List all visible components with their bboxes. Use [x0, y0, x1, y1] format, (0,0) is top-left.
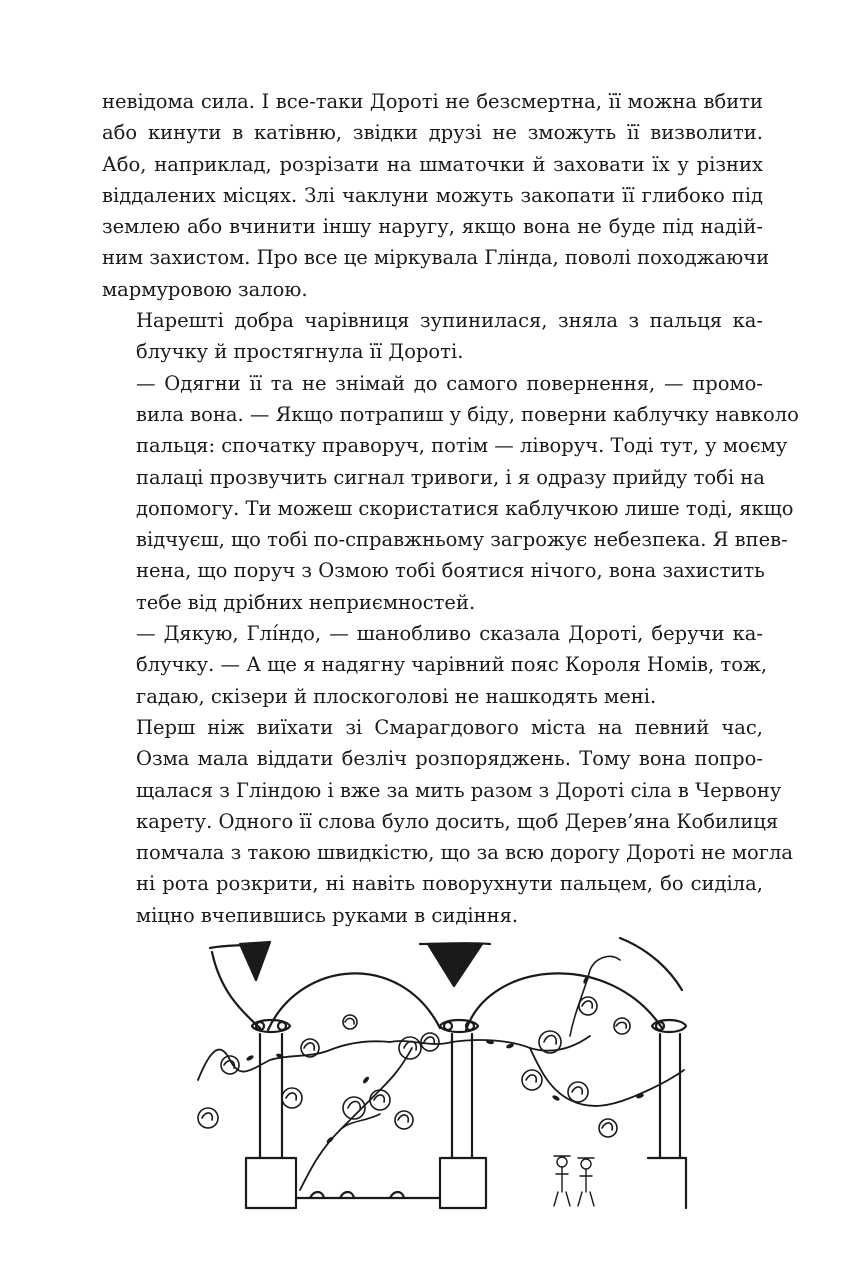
text-line: ним захистом. Про все це міркувала Глінда, поволі походжаючи [102, 246, 770, 270]
text-line: віддалених місцях. Злі чаклуни можуть закопати її глибоко під [102, 183, 763, 207]
text-line: Нарешті добра чарівниця зупинилася, зняла з пальця ка- [136, 309, 763, 333]
text-line: щалася з Гліндою і вже за мить разом з Дороті сіла в Червону [136, 778, 782, 802]
text-line: Або, наприклад, розрізати на шматочки й заховати їх у різних [102, 152, 763, 176]
text-line: палаці прозвучить сигнал тривоги, і я одразу прийду тобі на [136, 465, 765, 489]
text-line: тебе від дрібних неприємностей. [136, 590, 476, 614]
text-line: блучку й простягнула її Дороті. [136, 340, 464, 364]
paragraph [102, 618, 768, 712]
text-line: пальця: спочатку праворуч, потім — ліворуч. Тоді тут, у моєму [136, 434, 788, 458]
paragraph [102, 712, 793, 931]
text-line: блучку. — А ще я надягну чарівний пояс Короля Номів, тож, [136, 653, 768, 677]
body-text [102, 86, 799, 931]
text-line: — Дякую, Глíндо, — шанобливо сказала Дороті, беручи ка- [136, 622, 763, 646]
arcade-rose-illustration [190, 930, 690, 1210]
paragraph [102, 305, 763, 368]
text-line: карету. Одного її слова було досить, щоб Дерев’яна Кобилиця [136, 809, 779, 833]
text-line: допомогу. Ти можеш скористатися каблучкою лише тоді, якщо [136, 496, 794, 520]
text-line: гадаю, скізери й плоскоголові не нашкодять мені. [136, 684, 657, 708]
text-line: вила вона. — Якщо потрапиш у біду, поверни каблучку навколо [136, 402, 799, 426]
text-line: Озма мала віддати безліч розпоряджень. Тому вона попро- [136, 747, 763, 771]
text-line: невідома сила. І все-таки Дороті не безсмертна, її можна вбити [102, 90, 763, 113]
text-line: ні рота розкрити, ні навіть поворухнути пальцем, бо сиділа, [136, 872, 763, 896]
paragraph [102, 86, 770, 305]
text-line: нена, що поруч з Озмою тобі боятися нічого, вона захистить [136, 559, 765, 583]
text-line: Перш ніж виїхати зі Смарагдового міста на певний час, [136, 715, 763, 739]
paragraph [102, 368, 799, 618]
text-line: міцно вчепившись руками в сидіння. [136, 903, 519, 927]
text-line: землею або вчинити іншу наругу, якщо вона не буде під надій- [102, 215, 763, 239]
text-line: помчала з такою швидкістю, що за всю дорогу Дороті не могла [136, 841, 793, 865]
text-line: або кинути в катівню, звідки друзі не зможуть її визволити. [102, 121, 763, 145]
text-line: відчуєш, що тобі по-справжньому загрожує небезпека. Я впев- [136, 528, 788, 552]
text-line: — Одягни її та не знімай до самого повернення, — промо- [136, 371, 763, 395]
text-line: мармуровою залою. [102, 277, 308, 301]
